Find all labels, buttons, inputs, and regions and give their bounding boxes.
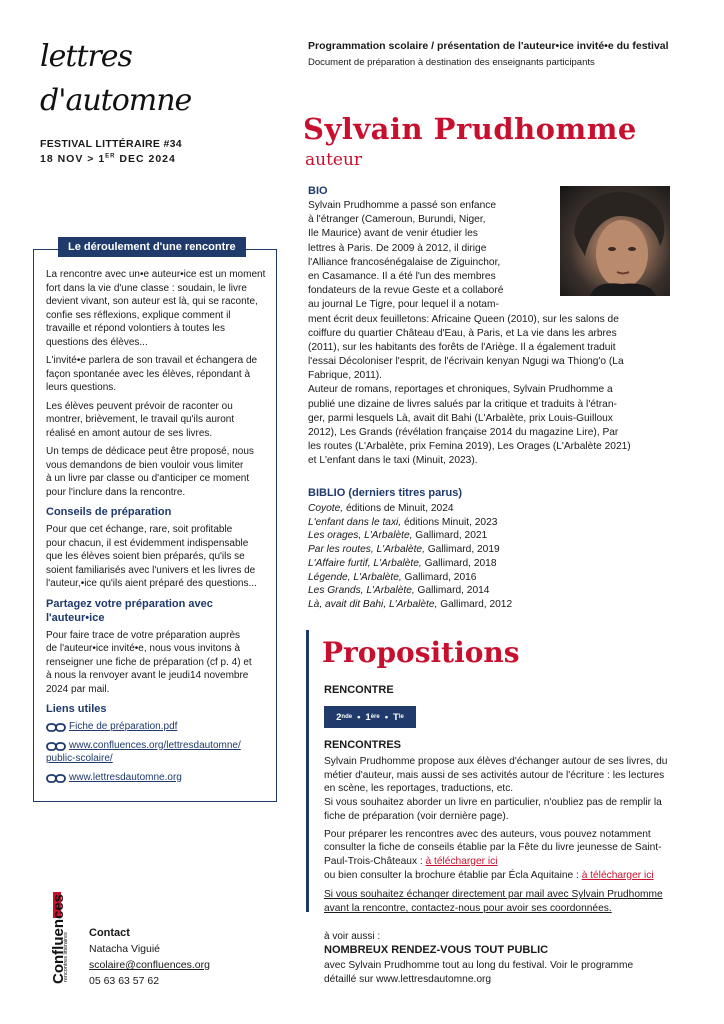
bio-text — [308, 199, 686, 469]
partagez-paragraph — [46, 629, 268, 697]
bio-line: 2012), Les Grands (révélation française 2014 du magazine Lire), Par — [308, 427, 619, 438]
author-name: Sylvain Prudhomme — [303, 112, 637, 146]
class-levels-badge — [324, 706, 416, 728]
link-lettresdautomne[interactable]: www.lettresdautomne.org — [69, 771, 182, 783]
text-line: Partagez votre préparation avec — [46, 597, 213, 610]
biblio-title: Les Grands, L'Arbalète, — [308, 585, 415, 597]
text-line: fort dans la vie d'une classe : soudain, le livre — [46, 282, 247, 294]
text-line: travaille et répond volontiers à toutes les — [46, 323, 225, 334]
text-line: pour l'inclure dans la rencontre. — [46, 486, 186, 498]
bio-line: Ile Maurice) avant de venir étudier les — [308, 228, 478, 240]
text-line: montrer, brièvement, le travail qu'ils auront — [46, 414, 235, 425]
logo-line-1: lettres — [40, 39, 132, 74]
text-line: 2024 par mail. — [46, 683, 110, 695]
propositions-paragraph-3 — [324, 888, 694, 915]
download-link-ecla[interactable]: à télécharger ici — [581, 869, 654, 881]
author-role: auteur — [305, 150, 363, 170]
bio-line: les routes (L'Arbalète, prix Femina 2019), Les Orages (L'Arbalète 2021) — [308, 441, 631, 453]
biblio-publisher: Gallimard, 2014 — [414, 585, 490, 597]
text-line: avant la rencontre, contactez-nous pour avoir ses coordonnées. — [324, 903, 612, 915]
box-paragraph — [46, 400, 268, 441]
bio-line: ger, parmi lesquels Là, avait dit Bahi (L'Arbalète, prix Louis-Guilloux — [308, 412, 613, 424]
level-sup: le — [398, 714, 404, 720]
confluences-name: Confluences — [50, 893, 67, 984]
link-chain-icon — [46, 774, 66, 783]
logo-line-2: d'automne — [40, 83, 192, 118]
biblio-heading: BIBLIO (derniers titres parus) — [308, 487, 463, 499]
text-line: devient vivant, son auteur est là, qui se raconte, — [46, 296, 258, 307]
level-sup: ère — [370, 714, 380, 720]
text-line: à nous la renvoyer avant le jeudi14 novembre — [46, 670, 249, 681]
level-tle: T — [393, 711, 399, 723]
propositions-accent-bar — [306, 630, 309, 912]
text-line: www.confluences.org/lettresdautomne/ — [69, 739, 241, 751]
link-chain-icon — [46, 742, 66, 751]
download-link-fete-du-livre[interactable]: à télécharger ici — [425, 855, 498, 867]
link-confluences-scolaire[interactable] — [46, 739, 241, 766]
level-sup: nde — [341, 714, 353, 720]
festival-dates — [40, 153, 176, 165]
biblio-publisher: Gallimard, 2018 — [421, 557, 497, 569]
biblio-publisher: éditions de Minuit, 2024 — [343, 503, 454, 514]
bio-line: coiffure du quartier Château d'Eau, à Paris, et La vie dans les arbres — [308, 327, 617, 339]
biblio-publisher: Gallimard, 2021 — [412, 530, 488, 542]
doc-header-subtitle: Document de préparation à destination des enseignants participants — [308, 57, 595, 68]
aussi-text — [324, 959, 694, 986]
text-line: détaillé sur www.lettresdautomne.org — [324, 973, 492, 985]
aussi-title: NOMBREUX RENDEZ-VOUS TOUT PUBLIC — [324, 944, 549, 956]
festival-logo — [40, 39, 192, 118]
bio-line: publié une dizaine de livres salués par la critique et traduits à l'étran- — [308, 398, 617, 410]
biblio-title: L'enfant dans le taxi, — [308, 516, 402, 528]
biblio-title: Coyote, — [308, 503, 344, 514]
propositions-paragraph-2 — [324, 828, 694, 883]
text-line: à un livre par classe ou d'anticiper ce moment — [46, 473, 250, 484]
bio-heading: BIO — [308, 185, 328, 197]
text-line: questions des élèves... — [46, 336, 148, 348]
biblio-item — [308, 516, 512, 530]
text-line: l'auteur•ice — [46, 611, 105, 624]
bio-line: lettres à Paris. De 2009 à 2012, il dirige — [308, 242, 487, 254]
text-line: Pour faire trace de votre préparation auprès — [46, 629, 240, 641]
text-line: leurs questions. — [46, 382, 117, 393]
bio-line: fondateurs de la revue Geste et a collaboré — [308, 285, 504, 297]
text-line: renseigner une fiche de préparation (cf p. 4) et — [46, 656, 252, 668]
dates-sup: ER — [105, 153, 116, 160]
confluences-logo — [44, 858, 68, 986]
biblio-title: L'Affaire furtif, L'Arbalète, — [308, 557, 422, 569]
bio-line: au journal Le Tigre, pour lequel il a notam- — [308, 299, 499, 311]
level-1ere: 1 — [365, 711, 371, 723]
text-line: Sylvain Prudhomme propose aux élèves d'échanger autour de ses livres, du — [324, 756, 668, 767]
level-2nde: 2 — [336, 711, 342, 723]
text-line: Les élèves peuvent prévoir de raconter ou — [46, 400, 233, 412]
box-paragraph — [46, 268, 268, 349]
link-chain-icon — [46, 723, 66, 732]
liens-heading: Liens utiles — [46, 703, 107, 715]
text-line: Un temps de dédicace peut être proposé, nous — [46, 446, 254, 457]
confluences-logo-mark — [44, 858, 68, 986]
biblio-item — [308, 543, 512, 557]
text-line: que les élèves soient bien préparés, qu'ils se — [46, 551, 245, 562]
text-line: consulter la fiche de conseils établie par la Fête du livre jeunesse de Saint- — [324, 842, 662, 854]
biblio-publisher: Gallimard, 2016 — [401, 571, 477, 583]
text-line: Pour préparer les rencontres avec des auteurs, vous pouvez notamment — [324, 828, 651, 840]
contact-block — [89, 925, 210, 989]
propositions-paragraph-1 — [324, 755, 694, 824]
bio-line: l'essai Décoloniser l'esprit, de l'écrivain kenyan Ngugi wa Thiong'o (La — [308, 356, 624, 368]
bio-line: Fabrique, 2011). — [308, 370, 382, 382]
biblio-publisher: Gallimard, 2012 — [437, 598, 513, 610]
text-line: en scène, les reportages, traductions, etc. — [324, 783, 514, 795]
text-line: pour chacun, il est évidemment indispensable — [46, 537, 249, 549]
biblio-item — [308, 502, 512, 516]
text-line: La rencontre avec un•e auteur•ice est un moment — [46, 269, 266, 280]
text-line: Si vous souhaitez aborder un livre en particulier, n'oubliez pas de remplir la — [324, 797, 662, 809]
contact-phone: 05 63 63 57 62 — [89, 975, 160, 987]
text-line: vous demandons de bien vouloir vous limiter — [46, 459, 244, 471]
text-line: métier d'auteur, mais aussi de ses activités autour de l'écriture : les lectures — [324, 769, 665, 781]
biblio-publisher: éditions Minuit, 2023 — [401, 516, 498, 528]
bio-line: Sylvain Prudhomme a passé son enfance — [308, 200, 497, 211]
festival-edition: FESTIVAL LITTÉRAIRE #34 — [40, 138, 182, 150]
contact-email-link[interactable]: scolaire@confluences.org — [89, 959, 210, 971]
partagez-heading — [46, 597, 268, 625]
text-line: façon spontanée avec les élèves, répondant à — [46, 368, 251, 380]
propositions-title: Propositions — [322, 636, 520, 669]
text-line: Paul-Trois-Châteaux : — [324, 855, 426, 867]
text-line: l'auteur,•ice qu'ils aient préparé des questions... — [46, 578, 257, 589]
link-row-fiche[interactable] — [46, 720, 268, 734]
biblio-item — [308, 529, 512, 543]
contact-name: Natacha Viguié — [89, 943, 161, 955]
text-line: L'invité•e parlera de son travail et échangera de — [46, 355, 258, 366]
text-line: réalisé en amont autour de ses livres. — [46, 427, 213, 439]
text-line: confie ses réflexions, explique comment il — [46, 309, 231, 321]
bio-line: l'Alliance francosénégalaise de Ziguinchor, — [308, 256, 501, 268]
text-line: ou bien consulter la brochure établie par Écla Aquitaine : — [324, 869, 582, 881]
text-line: soient familiarisés avec l'univers et les livres de — [46, 564, 256, 576]
text-line: public-scolaire/ — [46, 753, 113, 764]
box-paragraph — [46, 354, 268, 395]
box-title: Le déroulement d'une rencontre — [58, 237, 246, 257]
box-content — [46, 268, 268, 789]
dates-end: DEC 2024 — [115, 153, 176, 165]
text-line: de l'auteur•ice invité•e, nous vous invitons à — [46, 643, 241, 654]
doc-header-title: Programmation scolaire / présentation de l'auteur•ice invité•e du festival — [308, 40, 669, 52]
text-line: fiche de préparation (voir dernière page). — [324, 810, 509, 822]
bullet-separator: • — [357, 711, 361, 723]
conseils-heading: Conseils de préparation — [46, 506, 172, 518]
bio-line: ment écrit deux feuilletons: Africaine Queen (2010), sur les salons de — [308, 313, 619, 325]
contact-title: Contact — [89, 927, 130, 939]
biblio-item — [308, 571, 512, 585]
bio-line: à l'étranger (Cameroun, Burundi, Niger, — [308, 214, 486, 226]
biblio-title: Les orages, L'Arbalète, — [308, 530, 413, 542]
biblio-item — [308, 557, 512, 571]
bio-line: (2011), sur les habitants des forêts de l'Ariège. Il a également traduit — [308, 341, 616, 353]
bio-line: en Casamance. Il a été l'un des membres — [308, 270, 496, 282]
biblio-list — [308, 502, 512, 612]
bio-line: et L'enfant dans le taxi (Minuit, 2023). — [308, 455, 478, 467]
biblio-title: Légende, L'Arbalète, — [308, 571, 402, 583]
rencontre-label: RENCONTRE — [324, 684, 394, 696]
biblio-title: Là, avait dit Bahi, L'Arbalète, — [308, 598, 438, 610]
confluences-tagline: rencontres littéraires — [63, 932, 68, 982]
rencontres-label: RENCONTRES — [324, 739, 402, 751]
biblio-item — [308, 598, 512, 612]
text-line: Pour que cet échange, rare, soit profitable — [46, 524, 233, 535]
link-row-lettres[interactable] — [46, 771, 268, 785]
box-paragraph — [46, 445, 268, 499]
biblio-publisher: Gallimard, 2019 — [424, 544, 500, 556]
propositions-text — [324, 755, 694, 920]
bullet-separator: • — [384, 711, 389, 723]
conseils-paragraph — [46, 523, 268, 591]
dates-start: 18 NOV > 1 — [40, 153, 106, 165]
biblio-item — [308, 584, 512, 598]
aussi-label: à voir aussi : — [324, 931, 381, 942]
text-line: Si vous souhaitez échanger directement par mail avec Sylvain Prudhomme — [324, 889, 663, 901]
link-row-confluences[interactable] — [46, 739, 268, 766]
text-line: avec Sylvain Prudhomme tout au long du festival. Voir le programme — [324, 960, 634, 971]
biblio-title: Par les routes, L'Arbalète, — [308, 544, 425, 556]
link-fiche-preparation[interactable]: Fiche de préparation.pdf — [69, 721, 178, 732]
bio-line: Auteur de romans, reportages et chroniques, Sylvain Prudhomme a — [308, 384, 613, 396]
